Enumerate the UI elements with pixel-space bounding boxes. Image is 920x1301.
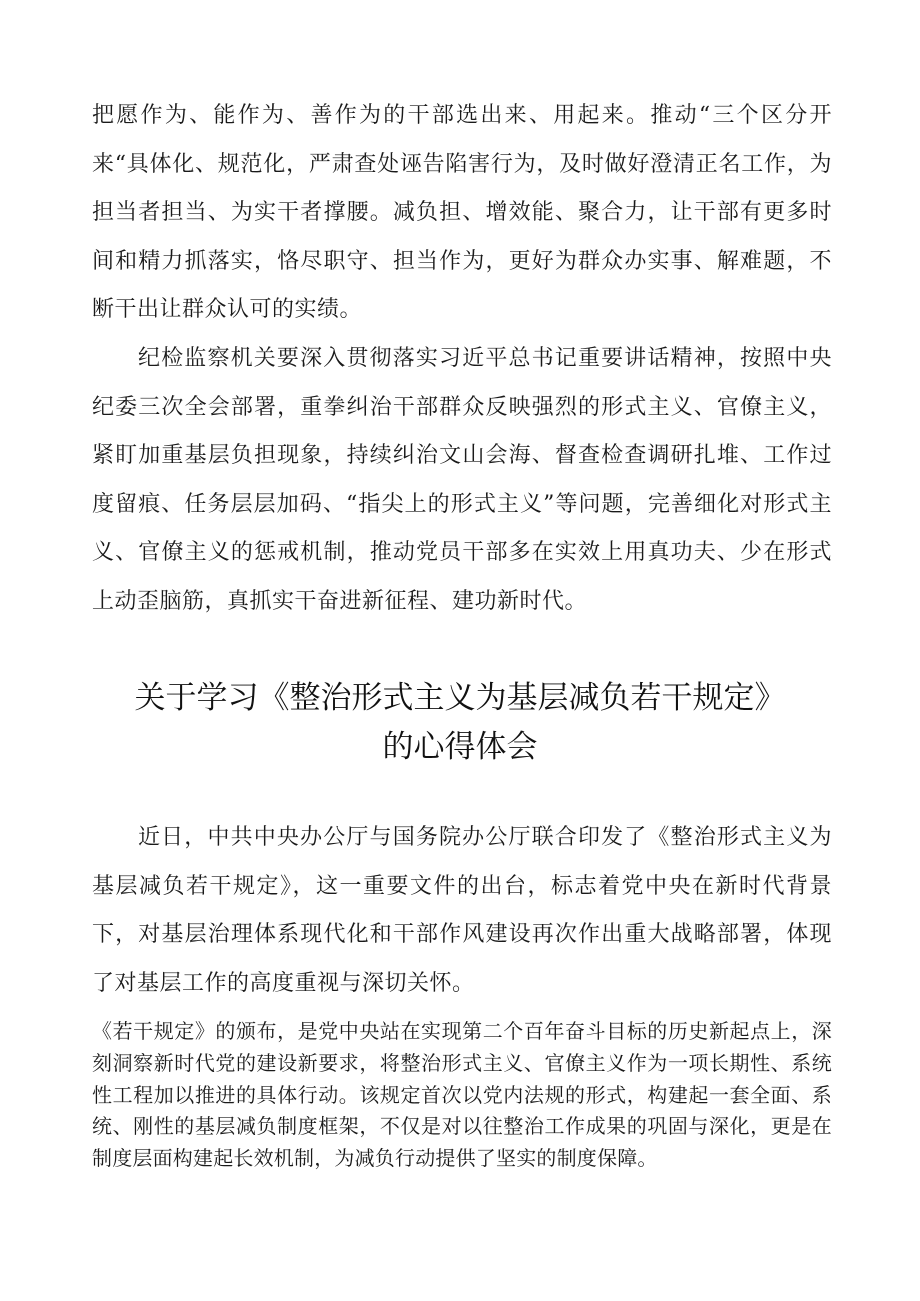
article-title [60, 674, 860, 772]
body-paragraph-continued: 把愿作为、能作为、善作为的干部选出来、用起来。推动“三个区分开来“具体化、规范化，严肃查处诬告陷害行为，及时做好澄清正名工作，为担当者担当、为实干者撑腰。减负担、增效能、聚合力，让干部有更多时间和精力抓落实，恪尽职守、担当作为，更好为群众办实事、解难题，不断干出让群众认可的实绩。 [92, 103, 832, 322]
article-title-line-1: 关于学习《整治形式主义为基层减负若干规定》 [134, 680, 786, 716]
article-title-line-2: 的心得体会 [382, 729, 538, 765]
body-paragraph-intro: 近日，中共中央办公厅与国务院办公厅联合印发了《整治形式主义为基层减负若干规定》，这一重要文件的出台，标志着党中央在新时代背景下，对基层治理体系现代化和干部作风建设再次作出重大战略部署，体现了对基层工作的高度重视与深切关怀。 [92, 825, 832, 996]
body-paragraph-discipline-inspection: 纪检监察机关要深入贯彻落实习近平总书记重要讲话精神，按照中央纪委三次全会部署，重拳纠治干部群众反映强烈的形式主义、官僚主义，紧盯加重基层负担现象，持续纠治文山会海、督查检查调研扎堆、工作过度留痕、任务层层加码、“指尖上的形式主义”等问题，完善细化对形式主义、官僚主义的惩戒机制，推动党员干部多在实效上用真功夫、少在形式上动歪脑筋，真抓实干奋进新征程、建功新时代。 [92, 346, 832, 614]
body-paragraph-regulation: 《若干规定》的颁布，是党中央站在实现第二个百年奋斗目标的历史新起点上，深刻洞察新时代党的建设新要求，将整治形式主义、官僚主义作为一项长期性、系统性工程加以推进的具体行动。该规定首次以党内法规的形式，构建起一套全面、系统、刚性的基层减负制度框架，不仅是对以往整治工作成果的巩固与深化，更是在制度层面构建起长效机制，为减负行动提供了坚实的制度保障。 [92, 1019, 832, 1171]
